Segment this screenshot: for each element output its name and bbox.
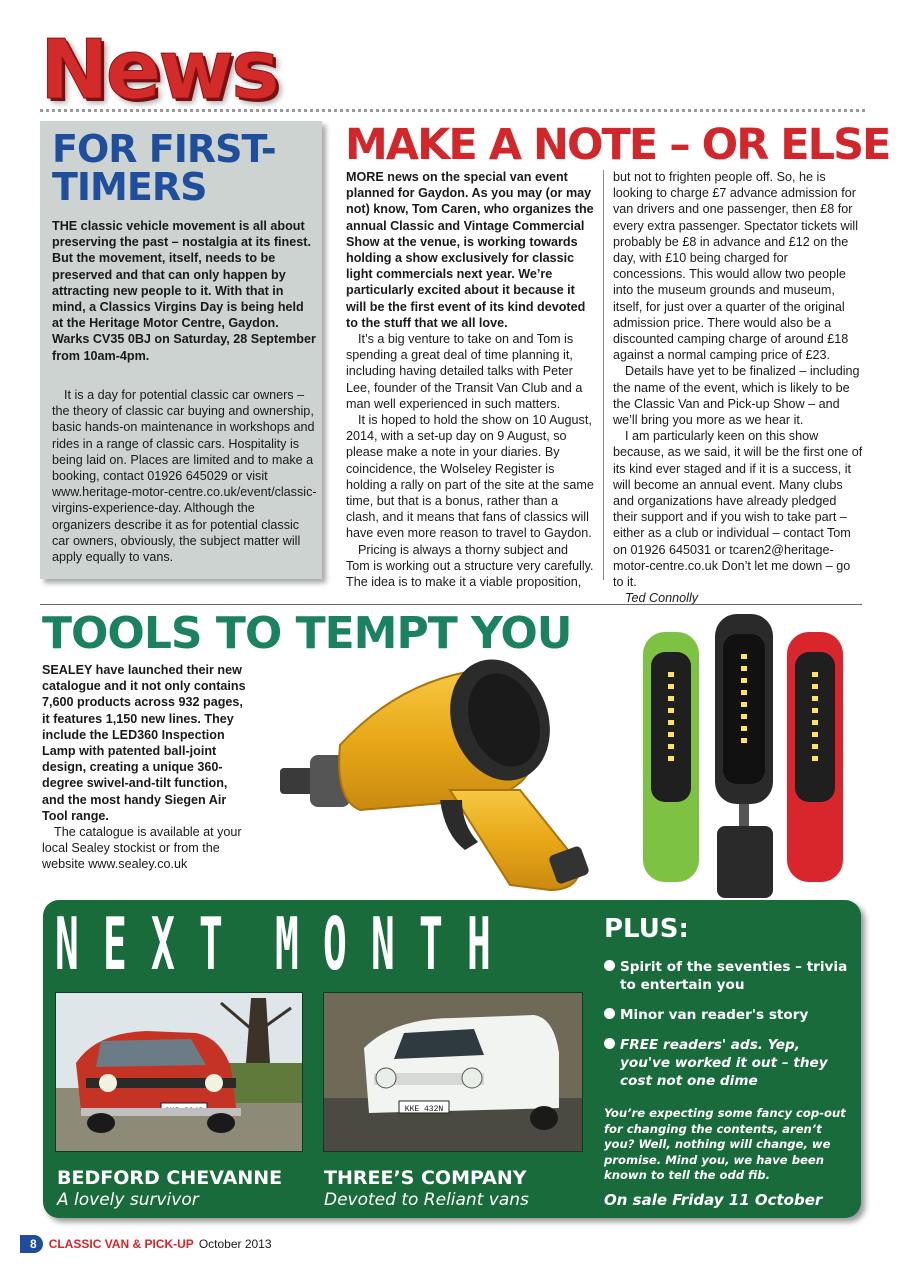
plus-list xyxy=(604,958,854,1102)
feature-subtitle: Devoted to Reliant vans xyxy=(324,1190,529,1210)
article-paragraph: It is hoped to hold the show on 10 August, 2014, with a set-up day on 9 August, so please make a note in your diaries. By coincidence, the Wolseley Register is holding a rally on part of the site at the same time, but that is a bonus, rather than a clash, and it means that fans of classics will have even more reason to travel to Gaydon. xyxy=(346,413,594,541)
heading-letter: H xyxy=(467,902,491,986)
byline: Ted Connolly xyxy=(625,591,699,606)
bullet-icon xyxy=(604,960,615,971)
heading-letter: O xyxy=(323,902,347,986)
heading-letter: N xyxy=(55,902,79,986)
first-timers-headline: FOR FIRST-TIMERS xyxy=(52,127,276,209)
bullet-icon xyxy=(604,1038,615,1049)
first-timers-lead: THE classic vehicle movement is all about preserving the past – nostalgia at its finest. But the movement, itself, needs to be preserved and that can only happen by attracting new people to it. With that in mind, a Classics Virgins Day is being held at the Heritage Motor Centre, Gaydon. Warks CV35 0BJ on Saturday, 28 September from 10am-4pm. xyxy=(52,219,316,363)
number-plate: KKE 432N xyxy=(404,1105,444,1114)
column-rule xyxy=(603,170,604,580)
article-paragraph: Pricing is always a thorny subject and Tom is working out a structure very carefully. The idea is to make it a viable proposition, xyxy=(346,542,594,590)
feature-caption-2 xyxy=(324,1167,529,1211)
tools-headline: TOOLS TO TEMPT YOU xyxy=(42,608,572,659)
dotted-divider xyxy=(40,109,865,112)
article-paragraph: but not to frighten people off. So, he is looking to charge £7 advance admission for van drivers and one passenger, then £8 for every extra passenger. Spectator tickets will probably be £8 in advance and £12 on the day, with £10 being charged for concessions. This would allow two people into the museum grounds and museum, itself, for just over a quarter of the original admission price. There would also be a discounted camping charge of around £18 against a normal camping price of £23. xyxy=(613,170,858,363)
heading-letter: M xyxy=(275,902,299,986)
plus-item xyxy=(604,1006,854,1024)
magazine-name: CLASSIC VAN & PICK-UP xyxy=(48,1237,194,1251)
plus-note: You’re expecting some fancy cop-out for changing the contents, aren’t you? Well, nothing will change, we promise. Mind you, we have been known to tell the odd fib. xyxy=(604,1106,846,1182)
section-masthead: News xyxy=(40,23,277,118)
tools-article xyxy=(42,662,252,873)
feature-name: BEDFORD CHEVANNE xyxy=(57,1167,283,1189)
heading-letter: E xyxy=(103,902,127,986)
article-paragraph: I am particularly keen on this show because, as we said, it will be the first one of its kind ever staged and if it is a success, it will become an annual event. Many clubs and organizations have already pledged their support and if you wish to take part – either as a club or individual – contact Tom on 01926 645031 or tcaren2@heritage-motor-centre.co.uk Don’t let me down – go to it. xyxy=(613,429,863,590)
on-sale-date: On sale Friday 11 October xyxy=(604,1191,823,1209)
bullet-icon xyxy=(604,1008,615,1019)
plus-item-text: Minor van reader's story xyxy=(620,1007,809,1023)
tools-body: The catalogue is available at your local Sealey stockist or from the website www.sealey.co.uk xyxy=(42,825,242,872)
issue-date: October 2013 xyxy=(198,1237,272,1251)
reliant-van-photo xyxy=(323,992,583,1152)
next-month-heading xyxy=(55,904,595,984)
heading-letter: X xyxy=(151,902,175,986)
plus-item-text: Spirit of the seventies – trivia to entertain you xyxy=(620,959,848,993)
first-timers-body: It is a day for potential classic car owners – the theory of classic car buying and ownership, basic hands-on maintenance in workshops and rides in a range of classic cars. Hospitality is being laid on. Places are limited and to make a booking, contact 01926 645029 or visit www.heritage-motor-centre.co.uk/event/classic-virgins-experience-day. Although the organizers describe it as for potential classic car owners, obviously, the subject matter will apply equally to vans. xyxy=(52,388,317,565)
plus-item xyxy=(604,1036,854,1090)
plus-item xyxy=(604,958,854,994)
impact-wrench-image xyxy=(280,650,610,900)
heading-letter: N xyxy=(371,902,395,986)
make-a-note-headline: MAKE A NOTE – OR ELSE xyxy=(345,120,890,170)
plus-item-text: FREE readers' ads. Yep, you've worked it out – they cost not one dime xyxy=(620,1037,828,1089)
tools-lead: SEALEY have launched their new catalogue and it not only contains 7,600 products across 932 pages, it features 1,150 new lines. They include the LED360 Inspection Lamp with patented ball-joint design, creating a unique 360-degree swivel-and-tilt function, and the most handy Siegen Air Tool range. xyxy=(42,663,246,823)
make-a-note-lead: MORE news on the special van event planned for Gaydon. As you may (or may not) know, Tom Caren, who organizes the annual Classic and Vintage Commercial Show at the venue, is working towards holding a show exclusively for classic light commercials next year. We’re particularly excited about it because it will be the first event of its kind devoted to the stuff that we all love. xyxy=(346,170,594,330)
feature-caption-1 xyxy=(57,1167,282,1211)
page-number: 8 xyxy=(20,1235,43,1253)
feature-name: THREE’S COMPANY xyxy=(324,1167,527,1189)
article-paragraph: Details have yet to be finalized – including the name of the event, which is likely to be the Classic Van and Pick-up Show – and we’ll bring you more as we hear it. xyxy=(613,364,860,428)
bedford-chevanne-photo xyxy=(55,992,303,1152)
heading-letter: T xyxy=(199,902,223,986)
heading-letter: T xyxy=(419,902,443,986)
article-paragraph: It’s a big venture to take on and Tom is spending a great deal of time planning it, including having detailed talks with Peter Lee, founder of the Transit Van Club and a man well experienced in such matters. xyxy=(346,332,583,411)
feature-subtitle: A lovely survivor xyxy=(57,1190,199,1210)
page-footer xyxy=(20,1234,272,1254)
make-a-note-column-1 xyxy=(346,169,594,590)
inspection-lamps-image xyxy=(635,612,850,902)
make-a-note-column-2 xyxy=(613,169,863,606)
section-divider xyxy=(40,604,862,605)
plus-heading: PLUS: xyxy=(604,914,689,944)
